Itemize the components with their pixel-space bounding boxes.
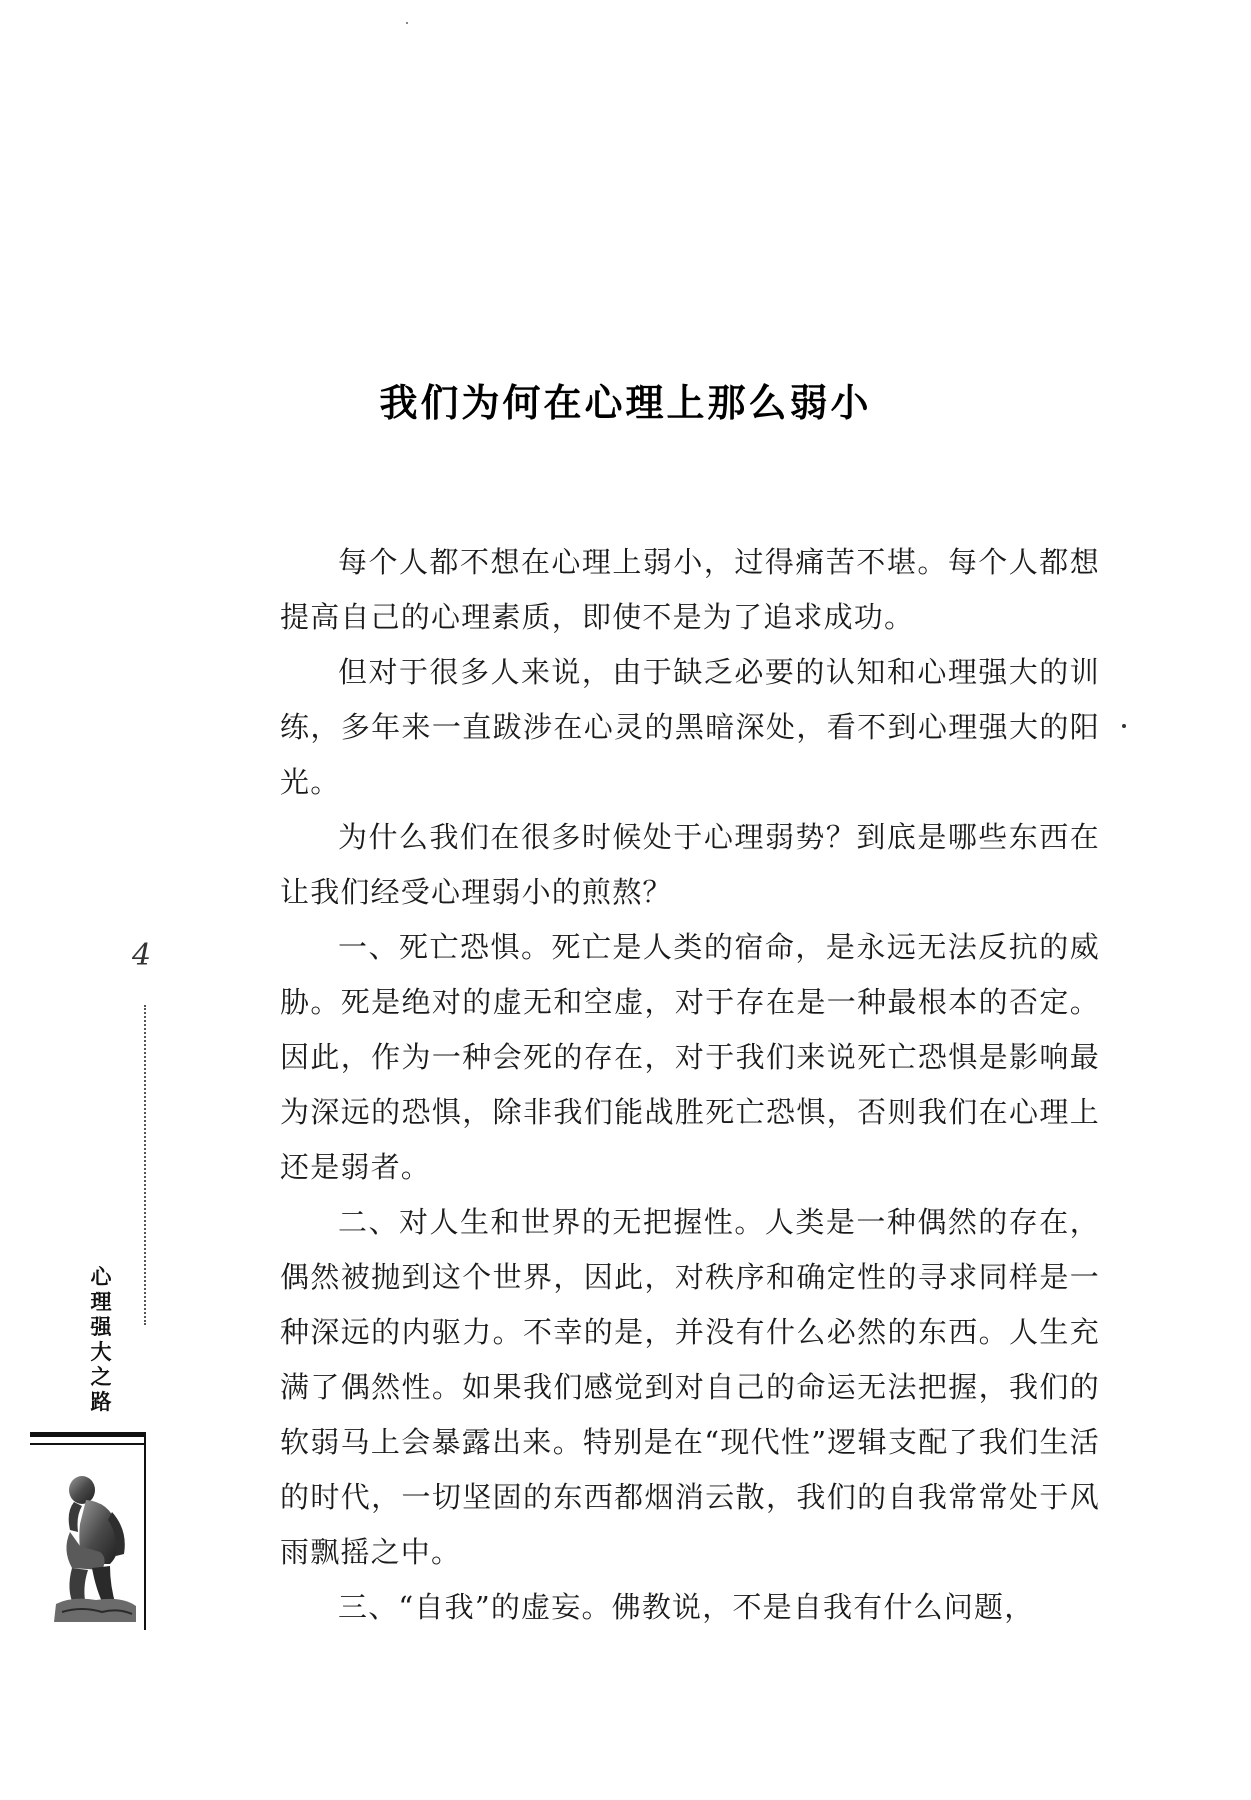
paragraph-1: 每个人都不想在心理上弱小，过得痛苦不堪。每个人都想提高自己的心理素质，即使不是为了追求成功。 [280,545,1100,634]
paragraph-2: 但对于很多人来说，由于缺乏必要的认知和心理强大的训练，多年来一直跋涉在心灵的黑暗深处，看不到心理强大的阳光。 [280,655,1100,799]
page-number: 4 [132,938,152,973]
page-title: 我们为何在心理上那么弱小 [379,381,872,425]
margin-dotted-rule [144,1005,146,1325]
scan-speck [406,22,408,24]
margin-rule-thick [30,1432,146,1437]
paragraph-4: 一、死亡恐惧。死亡是人类的宿命，是永远无法反抗的威胁。死是绝对的虚无和空虚，对于存在是一种最根本的否定。因此，作为一种会死的存在，对于我们来说死亡恐惧是影响最为深远的恐惧，除非我们能战胜死亡恐惧，否则我们在心理上还是弱者。 [280,930,1100,1184]
body-text [280,535,1100,1635]
paragraph-6: 三、“自我”的虚妄。佛教说，不是自我有什么问题， [338,1590,1035,1624]
paragraph-5: 二、对人生和世界的无把握性。人类是一种偶然的存在，偶然被抛到这个世界，因此，对秩序和确定性的寻求同样是一种深远的内驱力。不幸的是，并没有什么必然的东西。人生充满了偶然性。如果我们感觉到对自己的命运无法把握，我们的软弱马上会暴露出来。特别是在“现代性”逻辑支配了我们生活的时代，一切坚固的东西都烟消云散，我们的自我常常处于风雨飘摇之中。 [280,1205,1100,1569]
scan-speck-dot [1122,724,1126,728]
thinker-statue-icon [52,1472,138,1622]
paragraph-3: 为什么我们在很多时候处于心理弱势？到底是哪些东西在让我们经受心理弱小的煎熬？ [280,820,1100,909]
running-title: 心理强大之路 [90,1265,112,1414]
margin-vertical-rule [144,1432,146,1630]
margin-rule-thin [30,1443,146,1445]
